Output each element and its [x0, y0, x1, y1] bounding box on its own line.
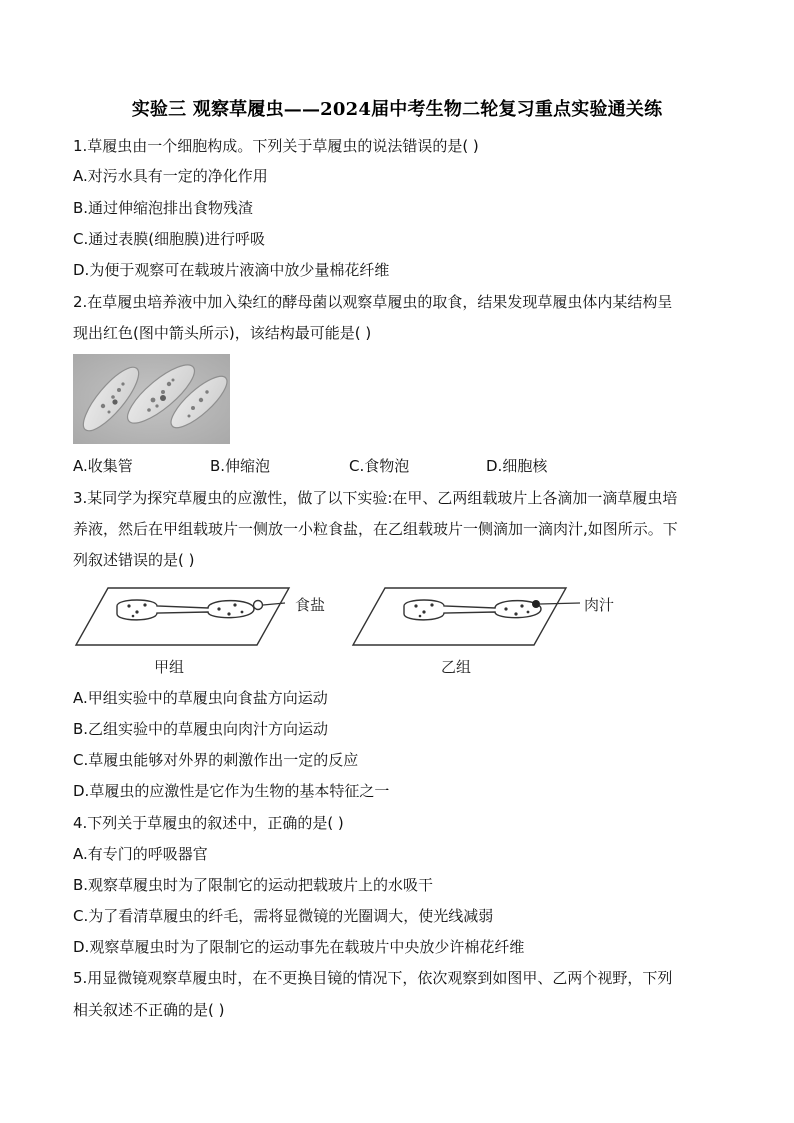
- q1-option-c: C.通过表膜(细胞膜)进行呼吸: [73, 230, 265, 248]
- slide-b-drops: [404, 600, 541, 620]
- q3-option-c: C.草履虫能够对外界的刺激作出一定的反应: [73, 751, 359, 769]
- q3-option-d: D.草履虫的应激性是它作为生物的基本特征之一: [73, 782, 390, 800]
- q2-option-a: A.收集管: [73, 457, 133, 475]
- q1-option-a: A.对污水具有一定的净化作用: [73, 167, 268, 185]
- q4-option-d: D.观察草履虫时为了限制它的运动事先在载玻片中央放少许棉花纤维: [73, 938, 525, 956]
- q3-option-b: B.乙组实验中的草履虫向肉汁方向运动: [73, 720, 329, 738]
- q4-option-a: A.有专门的呼吸器官: [73, 845, 208, 863]
- q2-option-b: B.伸缩泡: [210, 457, 271, 475]
- q4-stem: 4.下列关于草履虫的叙述中，正确的是( ): [73, 814, 344, 832]
- page-title: 实验三 观察草履虫——2024届中考生物二轮复习重点实验通关练: [131, 99, 663, 120]
- q2-stem-line-1: 2.在草履虫培养液中加入染红的酵母菌以观察草履虫的取食，结果发现草履虫体内某结构呈: [73, 293, 673, 311]
- q4-option-c: C.为了看清草履虫的纤毛，需将显微镜的光圈调大，使光线减弱: [73, 907, 494, 925]
- q5-stem-line-1: 5.用显微镜观察草履虫时，在不更换目镜的情况下，依次观察到如图甲、乙两个视野，下列: [73, 969, 673, 987]
- q4-option-b: B.观察草履虫时为了限制它的运动把载玻片上的水吸干: [73, 876, 434, 894]
- q3-option-a: A.甲组实验中的草履虫向食盐方向运动: [73, 689, 328, 707]
- salt-grain: [254, 601, 263, 610]
- label-group-a: 甲组: [154, 658, 185, 676]
- label-salt: 食盐: [295, 596, 326, 614]
- q1-stem: 1.草履虫由一个细胞构成。下列关于草履虫的说法错误的是( ): [73, 137, 479, 155]
- q3-stem-line-1: 3.某同学为探究草履虫的应激性，做了以下实验:在甲、乙两组载玻片上各滴加一滴草履虫培: [73, 489, 678, 507]
- label-group-b: 乙组: [441, 658, 472, 676]
- q1-option-b: B.通过伸缩泡排出食物残渣: [73, 199, 254, 217]
- meat-juice-drop: [532, 600, 540, 608]
- slide-a-drops: [117, 600, 254, 620]
- q1-option-d: D.为便于观察可在载玻片液滴中放少量棉花纤维: [73, 261, 390, 279]
- q2-option-c: C.食物泡: [349, 457, 410, 475]
- q2-stem-line-2: 现出红色(图中箭头所示)，该结构最可能是( ): [73, 324, 372, 342]
- slide-b-outline: [353, 588, 566, 645]
- slide-a-outline: [76, 588, 289, 645]
- paramecium-micrograph: [73, 354, 230, 444]
- q3-stem-line-3: 列叙述错误的是( ): [73, 551, 195, 569]
- paramecium-micrograph-drawing: [73, 354, 230, 444]
- q3-stem-line-2: 养液，然后在甲组载玻片一侧放一小粒食盐，在乙组载玻片一侧滴加一滴肉汁,如图所示。下: [73, 520, 678, 538]
- slide-experiment-figure: [73, 585, 633, 680]
- label-meat-juice: 肉汁: [584, 596, 615, 614]
- q5-stem-line-2: 相关叙述不正确的是( ): [73, 1001, 225, 1019]
- q2-option-d: D.细胞核: [486, 457, 548, 475]
